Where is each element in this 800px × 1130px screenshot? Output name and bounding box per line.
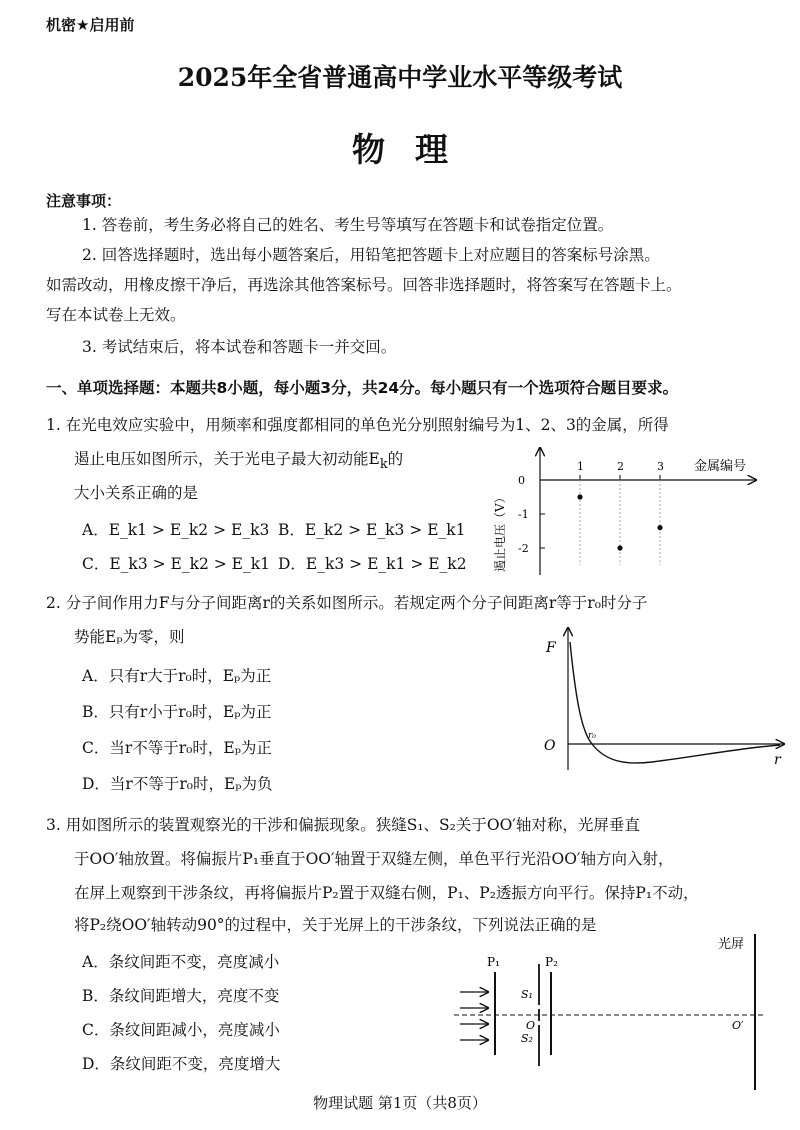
q2-r0-label: r₀ (588, 731, 596, 741)
q1-y-label: 遏止电压（V） (493, 491, 507, 572)
q2-option-d[interactable]: D．当r不等于r₀时，Eₚ为负 (82, 775, 273, 793)
q3-option-b[interactable]: B．条纹间距增大，亮度不变 (82, 987, 280, 1005)
q1-x-tick-label: 3 (657, 460, 664, 473)
q2-option-a[interactable]: A．只有r大于r₀时，Eₚ为正 (82, 667, 272, 685)
q3-s2-label: S₂ (521, 1032, 533, 1045)
q3-option-a[interactable]: A．条纹间距不变，亮度减小 (82, 953, 280, 971)
q3-stem-line: 于OO′轴放置。将偏振片P₁垂直于OO′轴置于双缝左侧，单色平行光沿OO′轴方向入射， (74, 850, 674, 868)
q1-data-point (617, 545, 622, 550)
q2-option-c[interactable]: C．当r不等于r₀时，Eₚ为正 (82, 739, 272, 757)
q3-stem-line: 3. 用如图所示的装置观察光的干涉和偏振现象。狭缝S₁、S₂关于OO′轴对称，光屏垂直 (46, 816, 640, 834)
notice-item: 如需改动，用橡皮擦干净后，再选涂其他答案标号。回答非选择题时，将答案写在答题卡上。 (46, 276, 682, 294)
q3-p2-label: P₂ (545, 955, 558, 969)
q1-stem-line: 遏止电压如图所示，关于光电子最大初动能$E_k$的 (74, 450, 404, 473)
q2-origin-label: O (544, 738, 556, 754)
q3-s1-label: S₁ (521, 988, 533, 1001)
q1-option-d[interactable]: D．E_k3 > E_k1 > E_k2 (278, 555, 467, 573)
q3-option-c[interactable]: C．条纹间距减小，亮度减小 (82, 1021, 280, 1039)
notice-item: 1. 答卷前，考生务必将自己的姓名、考生号等填写在答题卡和试卷指定位置。 (82, 216, 614, 234)
q1-x-tick-label: 2 (617, 460, 624, 473)
q3-p1-label: P₁ (487, 955, 500, 969)
q2-f-label: F (546, 640, 556, 656)
q1-stem-line: 1. 在光电效应实验中，用频率和强度都相同的单色光分别照射编号为1、2、3的金属，所得 (46, 416, 669, 434)
q1-y-tick-label: 0 (518, 474, 525, 487)
q3-incident-light-arrows (460, 992, 488, 1040)
notice-item: 3. 考试结束后，将本试卷和答题卡一并交回。 (82, 338, 397, 356)
q1-y-tick-label: -1 (518, 508, 529, 521)
q2-force-curve (570, 642, 780, 763)
q1-option-a[interactable]: A．E_k1 > E_k2 > E_k3 (82, 521, 270, 539)
q1-data-point (657, 525, 662, 530)
q2-option-b[interactable]: B．只有r小于r₀时，Eₚ为正 (82, 703, 272, 721)
q1-option-c[interactable]: C．E_k3 > E_k2 > E_k1 (82, 555, 270, 573)
q1-x-tick-label: 1 (577, 460, 584, 473)
page-footer: 物理试题 第1页（共8页） (313, 1094, 487, 1112)
subject-title: 物理 (352, 130, 478, 169)
q2-force-distance-diagram (530, 622, 790, 772)
q3-interference-setup-diagram (452, 930, 786, 1092)
q3-o-label: O (526, 1019, 536, 1032)
q3-option-d[interactable]: D．条纹间距不变，亮度增大 (82, 1055, 281, 1073)
q3-screen-label: 光屏 (718, 937, 745, 952)
q1-stopping-voltage-chart (486, 440, 786, 580)
section-heading: 一、单项选择题：本题共8小题，每小题3分，共24分。每小题只有一个选项符合题目要求。 (46, 379, 679, 397)
notice-item: 写在本试卷上无效。 (46, 306, 186, 324)
q3-o-prime-label: O′ (732, 1019, 744, 1032)
q1-stem-line: 大小关系正确的是 (74, 484, 199, 502)
q2-stem-line: 势能Eₚ为零，则 (74, 628, 185, 646)
q1-option-b[interactable]: B．E_k2 > E_k3 > E_k1 (278, 521, 466, 539)
notice-item: 2. 回答选择题时，选出每小题答案后，用铅笔把答题卡上对应题目的答案标号涂黑。 (82, 246, 660, 264)
q2-r-label: r (774, 752, 781, 768)
exam-title: 2025年全省普通高中学业水平等级考试 (177, 63, 623, 92)
confidential-label: 机密★启用前 (46, 16, 135, 34)
q1-x-label: 金属编号 (694, 459, 747, 474)
notice-heading: 注意事项： (46, 192, 122, 210)
q1-data-point (577, 494, 582, 499)
q2-stem-line: 2. 分子间作用力F与分子间距离r的关系如图所示。若规定两个分子间距离r等于r₀时分子 (46, 594, 648, 612)
q3-stem-line: 将P₂绕OO′轴转动90°的过程中，关于光屏上的干涉条纹，下列说法正确的是 (74, 916, 597, 934)
q1-y-tick-label: -2 (518, 542, 529, 555)
q3-stem-line: 在屏上观察到干涉条纹，再将偏振片P₂置于双缝右侧，P₁、P₂透振方向平行。保持P₁不动， (74, 884, 699, 902)
